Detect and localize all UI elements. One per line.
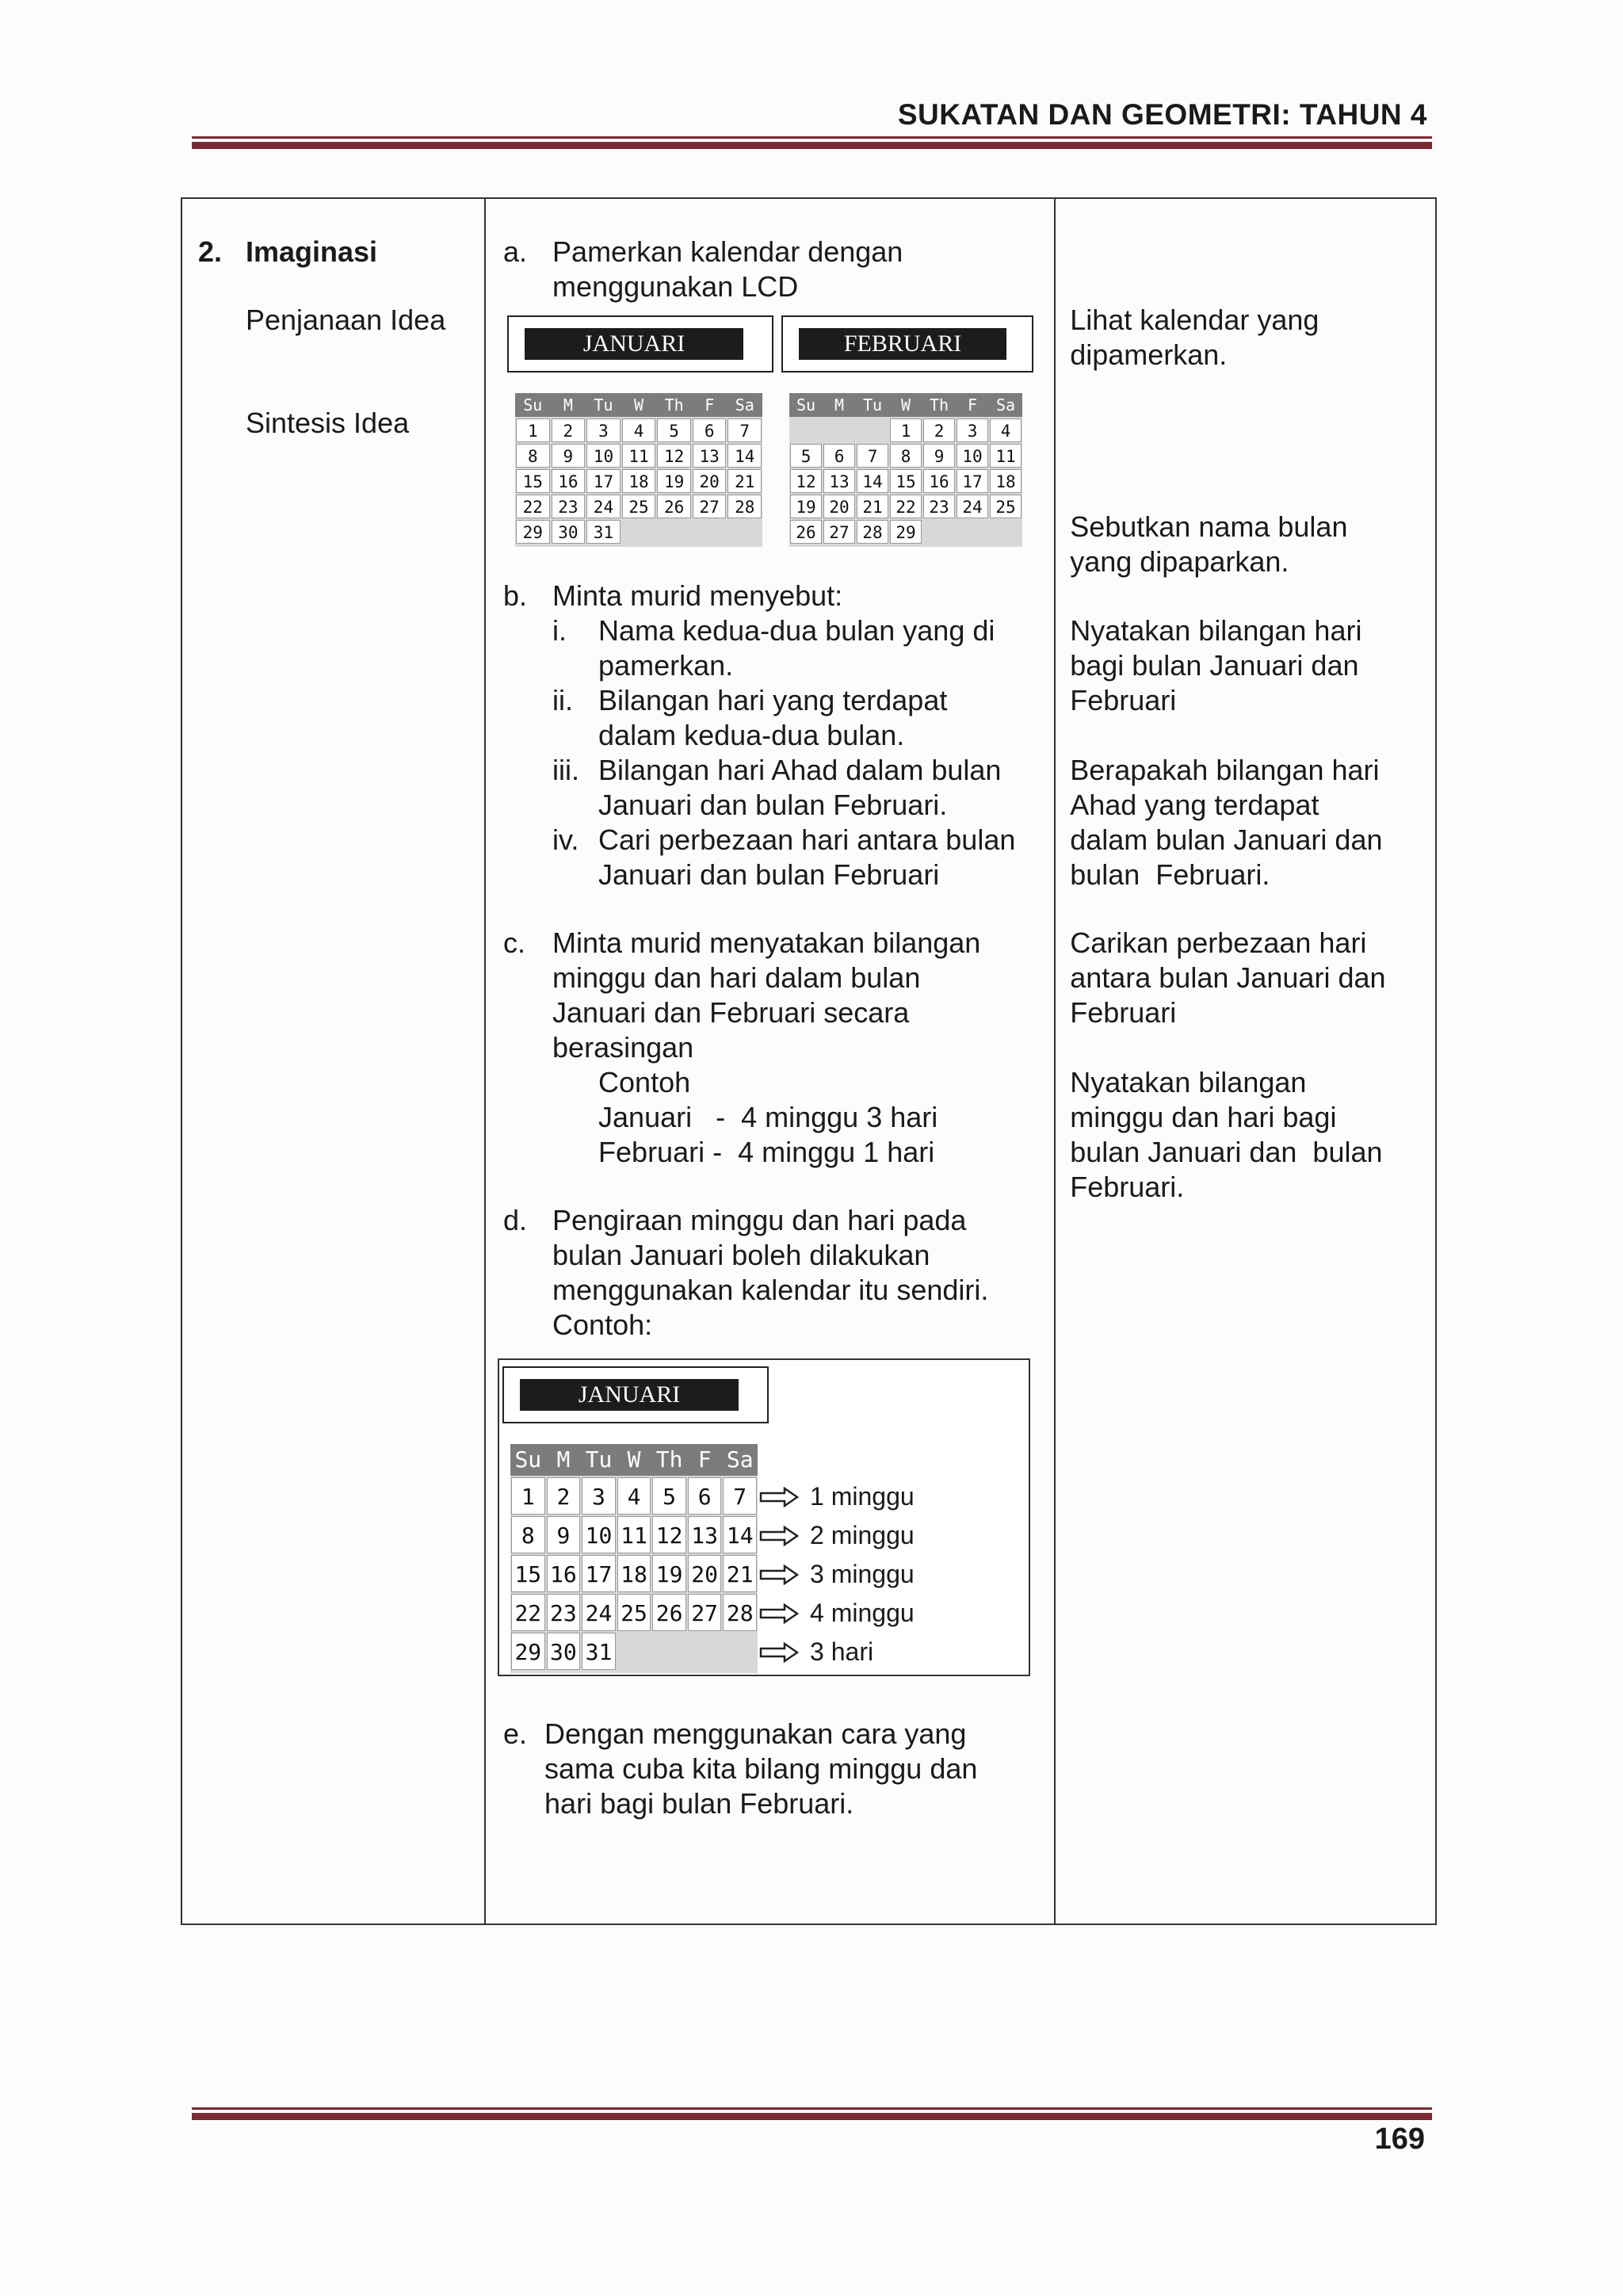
calendar-day: 7: [857, 444, 888, 468]
calendar-day: 9: [552, 444, 586, 468]
note-1-line1: Lihat kalendar yang: [1070, 304, 1319, 336]
calendar-day: 14: [727, 444, 762, 468]
item-b-iii-line2: Januari dan bulan Februari.: [598, 789, 948, 821]
calendar-day: 15: [890, 469, 922, 493]
weekday-label: Tu: [594, 395, 613, 415]
calendar-day: 4: [622, 418, 656, 442]
calendar-day: 28: [727, 495, 762, 518]
calendar-day: 6: [688, 1477, 722, 1515]
week-count-label: 3 minggu: [810, 1560, 915, 1588]
calendar-day: 15: [511, 1555, 545, 1592]
week-count-row: [759, 1516, 915, 1555]
calendar-day: 26: [790, 520, 822, 544]
week-count-label: 4 minggu: [810, 1599, 915, 1627]
calendar-day: 16: [552, 469, 586, 493]
calendar-day: 19: [652, 1555, 686, 1592]
item-b-ii-line1: Bilangan hari yang terdapat: [598, 684, 948, 716]
note-6-line3: bulan Januari dan bulan: [1070, 1136, 1383, 1168]
calendar-day: 10: [957, 444, 988, 468]
item-e-line2: sama cuba kita bilang minggu dan: [544, 1752, 978, 1785]
calendar-day: 22: [516, 495, 550, 518]
item-b-text: Minta murid menyebut:: [552, 579, 843, 612]
calendar-day: 3: [582, 1477, 616, 1515]
calendar-title-box: [507, 315, 773, 372]
calendar-day: 1: [516, 418, 550, 442]
week-count-row: [759, 1594, 915, 1633]
calendar-day: 22: [511, 1594, 545, 1631]
calendar-day: 17: [957, 469, 988, 493]
calendar-day: 26: [657, 495, 691, 518]
calendar-day: 1: [511, 1477, 545, 1515]
calendar-day: 13: [688, 1516, 722, 1553]
weekday-label: Th: [655, 1446, 683, 1473]
note-4-line3: dalam bulan Januari dan: [1070, 823, 1383, 856]
calendar-day: 5: [652, 1477, 686, 1515]
calendar-day: 9: [547, 1516, 581, 1553]
calendar-day: 30: [552, 520, 586, 544]
calendar-day: 29: [511, 1633, 545, 1670]
calendar-day: 9: [923, 444, 955, 468]
arrow-right-icon: [759, 1526, 799, 1546]
weekday-label: Sa: [995, 395, 1016, 415]
calendar-day: 11: [617, 1516, 651, 1553]
weekday-label: W: [634, 395, 644, 415]
note-3-line2: bagi bulan Januari dan: [1070, 649, 1359, 682]
item-d-line4: Contoh:: [552, 1308, 653, 1341]
arrow-right-icon: [759, 1487, 799, 1507]
note-6-line2: minggu dan hari bagi: [1070, 1101, 1337, 1133]
calendar-day: 27: [688, 1594, 722, 1631]
weekday-label: Tu: [862, 395, 883, 415]
calendar-day: 14: [857, 469, 888, 493]
sub-heading-penjanaan: Penjanaan Idea: [246, 304, 446, 336]
calendar-day: 11: [622, 444, 656, 468]
item-c-example-februari: Februari - 4 minggu 1 hari: [598, 1136, 935, 1168]
calendar-day: 17: [582, 1555, 616, 1592]
calendar-day: 31: [582, 1633, 616, 1670]
note-2-line2: yang dipaparkan.: [1070, 545, 1289, 578]
item-b-ii-marker: ii.: [552, 684, 574, 716]
calendar-day: 11: [990, 444, 1022, 468]
calendar-day: 21: [727, 469, 762, 493]
item-d-marker: d.: [503, 1204, 528, 1236]
calendar-day: 12: [657, 444, 691, 468]
week-count-row: [759, 1555, 915, 1594]
item-b-i-line1: Nama kedua-dua bulan yang di: [598, 614, 995, 647]
calendar-day: 23: [923, 495, 955, 518]
item-b-iii-line1: Bilangan hari Ahad dalam bulan: [598, 754, 1002, 786]
header-rule: [192, 136, 1432, 149]
column-notes: [1055, 198, 1436, 1924]
calendar-day: 28: [857, 520, 888, 544]
calendar-day: 16: [547, 1555, 581, 1592]
item-e-line3: hari bagi bulan Februari.: [544, 1787, 854, 1820]
calendar-weekday-header: [510, 1444, 758, 1476]
item-c-example-januari: Januari - 4 minggu 3 hari: [598, 1101, 938, 1133]
calendar-day: 21: [723, 1555, 757, 1592]
calendar-day: 18: [622, 469, 656, 493]
weekday-label: W: [901, 395, 911, 415]
weekday-label: F: [697, 1446, 712, 1473]
calendar-title-box: [781, 315, 1033, 372]
calendar-day: 6: [823, 444, 855, 468]
calendar-weekday-header: [515, 393, 762, 417]
calendar-day: 22: [890, 495, 922, 518]
note-5-line1: Carikan perbezaan hari: [1070, 926, 1367, 959]
calendar-day: 5: [657, 418, 691, 442]
weekday-label: Sa: [735, 395, 754, 415]
note-4-line2: Ahad yang terdapat: [1070, 789, 1319, 821]
step-number: 2.: [198, 235, 223, 268]
item-c-line4: berasingan: [552, 1031, 694, 1064]
calendar-day: 12: [652, 1516, 686, 1553]
calendar-day: 29: [516, 520, 550, 544]
calendar-day: 3: [586, 418, 621, 442]
column-activity: [485, 198, 1055, 1924]
calendar-day: 3: [957, 418, 988, 442]
step-heading: Imaginasi: [246, 235, 378, 268]
item-b-iv-marker: iv.: [552, 823, 579, 856]
item-b-iv-line2: Januari dan bulan Februari: [598, 858, 940, 891]
calendar-day: 6: [693, 418, 727, 442]
calendar-day: 31: [586, 520, 621, 544]
calendar-day: 20: [823, 495, 855, 518]
lesson-table: [181, 197, 1437, 1925]
item-b-i-line2: pamerkan.: [598, 649, 734, 682]
calendar-day: 8: [890, 444, 922, 468]
calendar-day: 29: [890, 520, 922, 544]
week-count-label: 2 minggu: [810, 1521, 915, 1549]
calendar-day: 25: [990, 495, 1022, 518]
note-4-line4: bulan Februari.: [1070, 858, 1270, 891]
weekday-label: Su: [796, 395, 816, 415]
note-6-line4: Februari.: [1070, 1171, 1185, 1203]
calendar-day: 27: [823, 520, 855, 544]
item-b-iv-line1: Cari perbezaan hari antara bulan: [598, 823, 1016, 856]
weekday-label: W: [627, 1446, 641, 1473]
weekday-label: M: [556, 1446, 571, 1473]
calendar-day: 23: [547, 1594, 581, 1631]
item-b-iii-marker: iii.: [552, 754, 580, 786]
item-d-line2: bulan Januari boleh dilakukan: [552, 1239, 930, 1271]
calendar-day: 27: [693, 495, 727, 518]
item-a-line2: menggunakan LCD: [552, 270, 799, 303]
calendar-day: 14: [723, 1516, 757, 1553]
weekday-label: Th: [664, 395, 684, 415]
calendar-month-name: JANUARI: [520, 1379, 739, 1411]
note-5-line3: Februari: [1070, 996, 1177, 1029]
note-3-line3: Februari: [1070, 684, 1177, 716]
calendar-day: 25: [622, 495, 656, 518]
calendar-day: 17: [586, 469, 621, 493]
weekday-label: F: [705, 395, 715, 415]
arrow-right-icon: [759, 1642, 799, 1663]
calendar-day: 20: [688, 1555, 722, 1592]
calendar-day: 19: [657, 469, 691, 493]
calendar-day: 28: [723, 1594, 757, 1631]
item-a-marker: a.: [503, 235, 528, 268]
item-a-line1: Pamerkan kalendar dengan: [552, 235, 903, 268]
calendar-day: 7: [723, 1477, 757, 1515]
page-number: 169: [1374, 2122, 1425, 2156]
calendar-day: 4: [990, 418, 1022, 442]
weekday-label: Tu: [585, 1446, 613, 1473]
calendar-day: 20: [693, 469, 727, 493]
calendar-day: 4: [617, 1477, 651, 1515]
item-b-marker: b.: [503, 579, 528, 612]
calendar-day: 15: [516, 469, 550, 493]
calendar-day: 19: [790, 495, 822, 518]
example-frame: [498, 1358, 1030, 1676]
week-count-label: 3 hari: [810, 1637, 874, 1666]
calendar-month-name: JANUARI: [525, 328, 743, 360]
calendar-day: 8: [516, 444, 550, 468]
calendar-grid: [515, 393, 762, 547]
item-d-line1: Pengiraan minggu dan hari pada: [552, 1204, 967, 1236]
calendar-day: 2: [923, 418, 955, 442]
item-c-example-label: Contoh: [598, 1066, 691, 1098]
calendar-day: 18: [617, 1555, 651, 1592]
calendar-grid: [510, 1444, 758, 1673]
note-3-line1: Nyatakan bilangan hari: [1070, 614, 1362, 647]
column-step: [181, 198, 485, 1924]
arrow-right-icon: [759, 1564, 799, 1585]
weekday-label: Sa: [726, 1446, 754, 1473]
weekday-label: Th: [929, 395, 949, 415]
weekday-label: F: [968, 395, 978, 415]
calendar-day: 13: [823, 469, 855, 493]
page-header-title: SUKATAN DAN GEOMETRI: TAHUN 4: [897, 98, 1427, 131]
week-count-row: [759, 1633, 873, 1671]
calendar-day: 24: [957, 495, 988, 518]
weekday-label: M: [834, 395, 845, 415]
calendar-day: 25: [617, 1594, 651, 1631]
item-d-line3: menggunakan kalendar itu sendiri.: [552, 1274, 989, 1306]
calendar-day: 30: [547, 1633, 581, 1670]
note-5-line2: antara bulan Januari dan: [1070, 961, 1386, 994]
item-e-line1: Dengan menggunakan cara yang: [544, 1717, 967, 1750]
calendar-day: 8: [511, 1516, 545, 1553]
calendar-day: 23: [552, 495, 586, 518]
calendar-day: 21: [857, 495, 888, 518]
arrow-right-icon: [759, 1603, 799, 1624]
item-b-ii-line2: dalam kedua-dua bulan.: [598, 719, 905, 751]
week-count-label: 1 minggu: [810, 1482, 915, 1511]
item-b-i-marker: i.: [552, 614, 567, 647]
calendar-day: 10: [582, 1516, 616, 1553]
calendar-day: 18: [990, 469, 1022, 493]
calendar-day: 16: [923, 469, 955, 493]
note-4-line1: Berapakah bilangan hari: [1070, 754, 1380, 786]
calendar-day: 12: [790, 469, 822, 493]
calendar-day: 1: [890, 418, 922, 442]
weekday-label: M: [563, 395, 573, 415]
calendar-month-name: FEBRUARI: [799, 328, 1006, 360]
footer-rule: [192, 2107, 1432, 2120]
calendar-day: 7: [727, 418, 762, 442]
item-c-line2: minggu dan hari dalam bulan: [552, 961, 921, 994]
item-c-line3: Januari dan Februari secara: [552, 996, 910, 1029]
sub-heading-sintesis: Sintesis Idea: [246, 407, 410, 439]
calendar-day: 5: [790, 444, 822, 468]
calendar-day: 24: [586, 495, 621, 518]
calendar-day: 24: [582, 1594, 616, 1631]
calendar-day: 2: [547, 1477, 581, 1515]
item-c-line1: Minta murid menyatakan bilangan: [552, 926, 981, 959]
note-6-line1: Nyatakan bilangan: [1070, 1066, 1307, 1098]
calendar-day: 2: [552, 418, 586, 442]
weekday-label: Su: [523, 395, 543, 415]
calendar-grid: [789, 393, 1022, 547]
item-c-marker: c.: [503, 926, 526, 959]
calendar-day: 13: [693, 444, 727, 468]
weekday-label: Su: [514, 1446, 542, 1473]
calendar-weekday-header: [789, 393, 1022, 417]
calendar-title-box: [502, 1366, 769, 1423]
calendar-day: 26: [652, 1594, 686, 1631]
calendar-day: 10: [586, 444, 621, 468]
item-e-marker: e.: [503, 1717, 528, 1750]
week-count-row: [759, 1477, 915, 1516]
note-2-line1: Sebutkan nama bulan: [1070, 510, 1348, 543]
note-1-line2: dipamerkan.: [1070, 338, 1228, 371]
